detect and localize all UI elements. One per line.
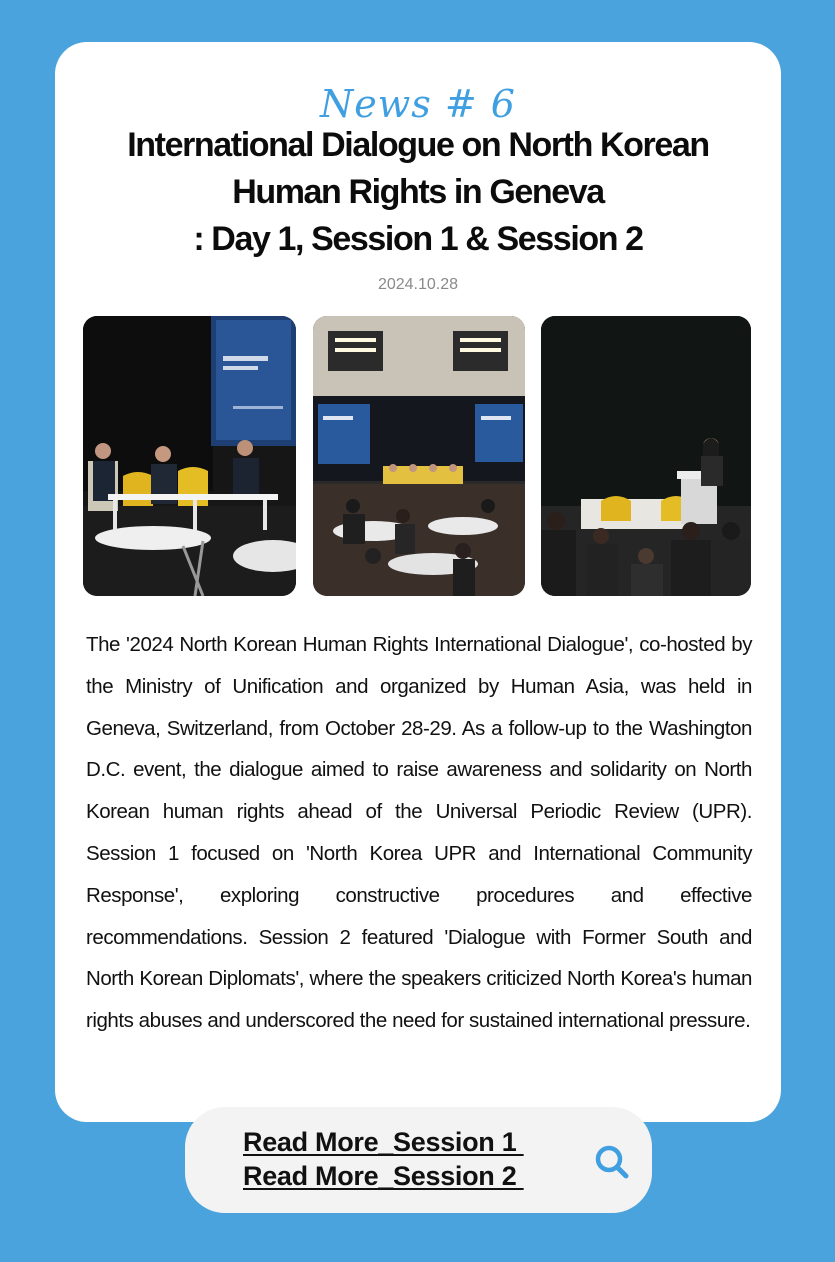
date: 2024.10.28 — [377, 276, 459, 293]
search-icon[interactable] — [592, 1142, 632, 1182]
panel-discussion-photo — [83, 316, 296, 596]
news-label: News # 6 — [320, 82, 516, 126]
page-title — [75, 122, 761, 263]
speaker-at-podium-photo — [541, 316, 751, 596]
conference-hall-photo — [313, 316, 525, 596]
read-more-session-2-link[interactable]: Read More_Session 2 — [243, 1161, 524, 1191]
read-more-session-1-link[interactable]: Read More_Session 1 — [243, 1127, 524, 1157]
read-more-bar — [185, 1107, 652, 1213]
title-line-2: Human Rights in Geneva — [232, 173, 604, 211]
title-line-3: : Day 1, Session 1 & Session 2 — [193, 220, 643, 258]
article-body: The '2024 North Korean Human Rights International Dialogue', co-hosted by the Ministry of Unification and organized by Human Asia, was held in Geneva, Switzerland, from October 28-29. As a follow-up to the Washington D.C. event, the dialogue aimed to raise awareness and solidarity on North Korean human rights ahead of the Universal Periodic Review (UPR). Session 1 focused on 'North Korea UPR and International Community Response', exploring constructive procedures and effective recommendations. Session 2 featured 'Dialogue with Former South and North Korean Diplomats', where the speakers criticized North Korea's human rights abuses and underscored the need for sustained international pressure. — [86, 633, 752, 1033]
news-card — [55, 42, 781, 1122]
title-line-1: International Dialogue on North Korean — [127, 126, 709, 164]
